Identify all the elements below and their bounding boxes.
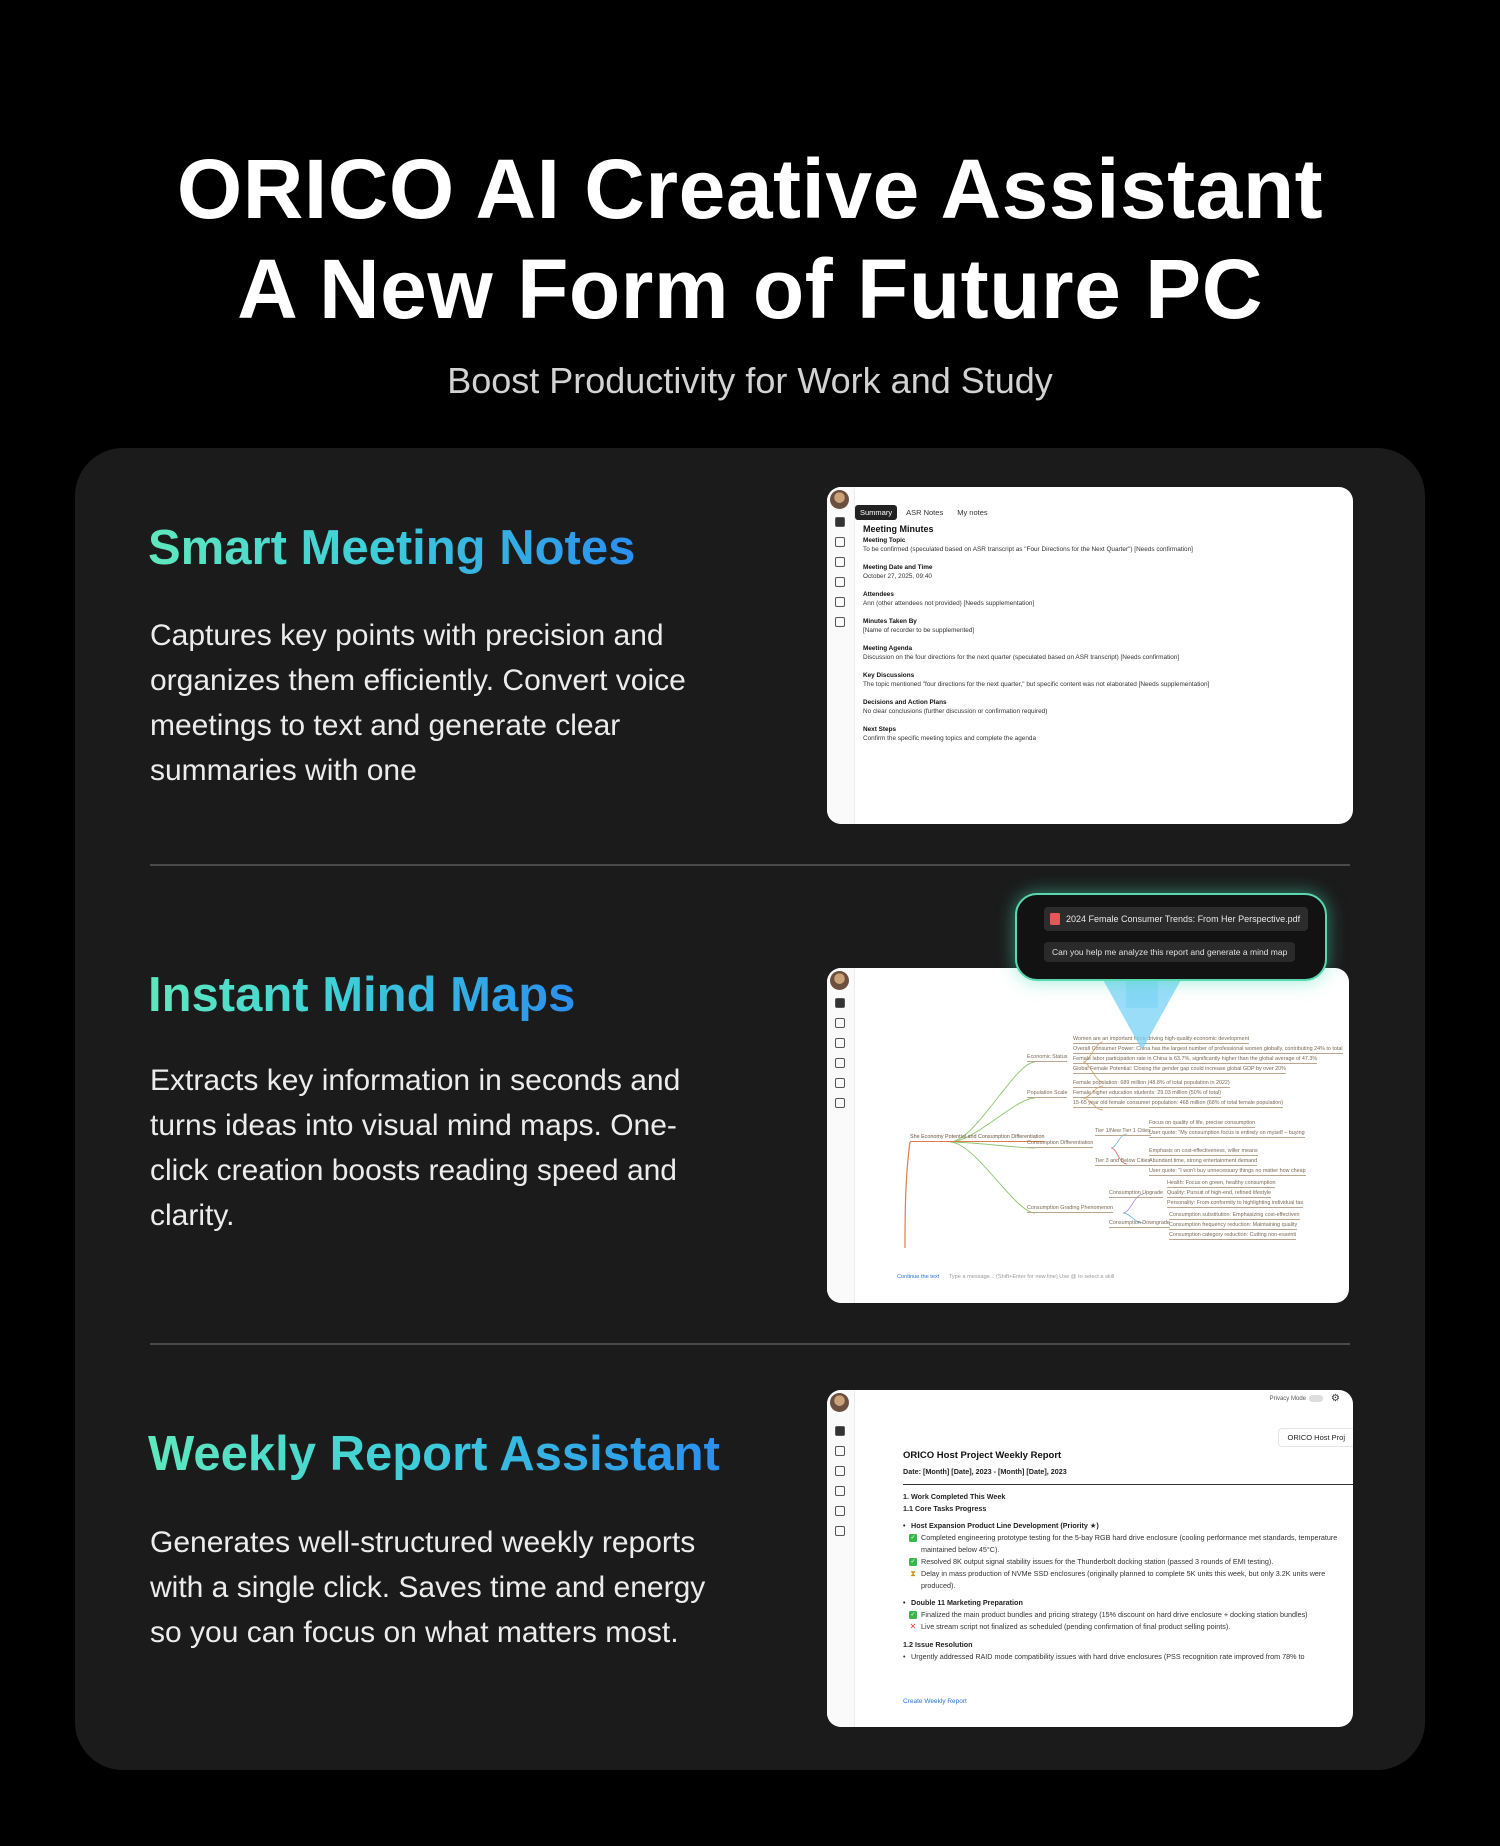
report-item (903, 1609, 1353, 1621)
mindmap-branch[interactable]: Economic Status (1027, 1054, 1068, 1060)
project-chip[interactable]: ORICO Host Proj (1278, 1428, 1353, 1447)
report-item (903, 1556, 1353, 1568)
tab-my-notes[interactable]: My notes (957, 508, 988, 517)
report-title: ORICO Host Project Weekly Report (903, 1450, 1062, 1461)
minutes-text: Ann (other attendees not provided) [Needs supplementation] (863, 600, 1035, 607)
minutes-label: Minutes Taken By (863, 618, 917, 625)
hero-subtitle: Boost Productivity for Work and Study (447, 360, 1053, 401)
continue-text-button[interactable]: Continue the text (897, 1274, 940, 1280)
chat-input[interactable] (897, 1267, 1337, 1287)
mindmap-leaf[interactable]: Consumption frequency reduction: Maintaining quality (1169, 1222, 1298, 1228)
report-bullet: • Host Expansion Product Line Development (Priority ★) (903, 1520, 1353, 1532)
minutes-text: No clear conclusions (further discussion or confirmation required) (863, 708, 1048, 715)
toggle-switch[interactable] (1309, 1395, 1323, 1402)
section-body-mindmap: Extracts key information in seconds and turns ideas into visual mind maps. One-click creation boosts reading speed and clarity. (150, 1064, 681, 1232)
check-icon: ✓ (910, 1612, 916, 1618)
report-item (903, 1621, 1353, 1633)
section-title-meeting: Smart Meeting Notes (148, 521, 636, 575)
privacy-mode-label: Privacy Mode (1269, 1396, 1306, 1403)
mindmap-leaf[interactable]: Consumption category reduction: Cutting non-essenti (1169, 1232, 1297, 1238)
minutes-label: Meeting Topic (863, 537, 906, 544)
create-weekly-report-button[interactable]: Create Weekly Report (903, 1698, 967, 1705)
meeting-notes-screenshot (827, 487, 1353, 824)
mindmap-leaf[interactable]: Quality: Pursuit of high-end, refined lifestyle (1167, 1190, 1271, 1196)
check-icon: ✓ (910, 1535, 916, 1541)
mindmap-branch[interactable]: Consumption Grading Phenomenon (1027, 1205, 1114, 1211)
minutes-text: To be confirmed (speculated based on ASR transcript as "Four Directions for the Next Quarter") [Needs confirmation] (863, 546, 1193, 553)
chat-input-placeholder: Type a message... (Shift+Enter for new line) Use @ to select a skill (948, 1274, 1115, 1280)
attached-file[interactable] (1044, 907, 1308, 931)
report-item (903, 1532, 1353, 1556)
minutes-text: Confirm the specific meeting topics and complete the agenda (863, 735, 1036, 742)
avatar[interactable] (830, 490, 849, 509)
hourglass-icon: ⧗ (910, 1569, 916, 1578)
mindmap-leaf[interactable]: Overall Consumer Power: China has the largest number of professional women globally, contributing 24% to total (1073, 1046, 1343, 1052)
minutes-label: Attendees (863, 591, 894, 598)
cube-icon[interactable] (835, 1506, 845, 1516)
mindmap-leaf[interactable]: Female population: 689 million (48.8% of total population in 2022) (1073, 1080, 1230, 1086)
minutes-heading: Meeting Minutes (863, 524, 934, 534)
avatar[interactable] (830, 971, 849, 990)
minutes-text: October 27, 2025, 09:40 (863, 573, 932, 580)
report-item-text: Live stream script not finalized as scheduled (pending confirmation of final product selling points). (921, 1622, 1231, 1631)
notes-tabs (855, 505, 993, 520)
section-divider (150, 1343, 1350, 1345)
minutes-label: Meeting Agenda (863, 645, 913, 652)
mindmap-leaf[interactable]: Consumption Upgrade (1109, 1190, 1163, 1196)
section-title-mindmap: Instant Mind Maps (148, 968, 576, 1022)
chat-request-bubble (1015, 893, 1327, 981)
minutes-text: [Name of recorder to be supplemented] (863, 627, 975, 634)
report-item-text: Completed engineering prototype testing for the 5-bay RGB hard drive enclosure (cooling performance met standards, temperature maintained below 45°C). (921, 1533, 1338, 1554)
avatar[interactable] (830, 1393, 849, 1412)
archive-icon[interactable] (835, 577, 845, 587)
mindmap-leaf[interactable]: Women are an important force driving high-quality economic development (1073, 1036, 1250, 1042)
mindmap-leaf[interactable]: Female labor participation rate in China is 63.7%, significantly higher than the global average of 47.3% (1073, 1056, 1318, 1062)
app-sidebar (827, 1390, 855, 1727)
pdf-icon (1050, 913, 1060, 925)
attached-file-name: 2024 Female Consumer Trends: From Her Perspective.pdf (1066, 914, 1301, 924)
app-sidebar (827, 968, 855, 1303)
minutes-label: Decisions and Action Plans (863, 699, 947, 706)
weekly-report-document (903, 1450, 1353, 1663)
report-subheading: 1.1 Core Tasks Progress (903, 1504, 987, 1513)
report-item-text: Resolved 8K output signal stability issues for the Thunderbolt docking station (passed 3 rounds of EMI testing). (921, 1557, 1274, 1566)
report-subheading: 1.2 Issue Resolution (903, 1640, 973, 1649)
mindmap-leaf[interactable]: Health: Focus on green, healthy consumption (1167, 1180, 1276, 1186)
section-body-meeting: Captures key points with precision and organizes them efficiently. Convert voice meetings to text and generate clear summaries with one (150, 619, 686, 787)
minutes-label: Next Steps (863, 726, 897, 733)
document-icon[interactable] (835, 537, 845, 547)
mindmap-leaf[interactable]: Consumption Downgrade (1109, 1220, 1170, 1226)
mindmap-leaf[interactable]: Tier 1/New Tier 1 Cities (1095, 1128, 1151, 1134)
mindmap-leaf[interactable]: Global Female Potential: Closing the gender gap could increase global GDP by over 20% (1073, 1066, 1286, 1072)
minutes-label: Meeting Date and Time (863, 564, 933, 571)
cube-icon[interactable] (835, 597, 845, 607)
document-icon[interactable] (835, 1446, 845, 1456)
settings-icon[interactable] (835, 1526, 845, 1536)
section-body-weekly: Generates well-structured weekly reports with a single click. Saves time and energy so you can focus on what matters most. (150, 1526, 706, 1649)
app-sidebar (827, 487, 855, 824)
minutes-text: Discussion on the four directions for the next quarter (speculated based on ASR transcript) [Needs confirmation] (863, 654, 1180, 661)
weekly-report-screenshot (827, 1390, 1353, 1727)
mindmap-leaf[interactable]: Female higher education students: 29.03 million (50% of total) (1073, 1090, 1222, 1096)
user-message: Can you help me analyze this report and generate a mind map (1044, 942, 1295, 962)
mindmap-leaf[interactable]: User quote: "My consumption focus is entirely on myself – buying (1149, 1130, 1305, 1136)
home-icon[interactable] (835, 517, 845, 527)
settings-icon[interactable] (835, 617, 845, 627)
report-item-text: • Urgently addressed RAID mode compatibility issues with hard drive enclosures (PSS recognition rate improved from 78% to (903, 1651, 1353, 1663)
hero-title-line1: ORICO AI Creative Assistant (176, 142, 1324, 236)
cross-icon: ✕ (909, 1622, 917, 1631)
tab-summary[interactable]: Summary (855, 505, 897, 520)
report-heading: 1. Work Completed This Week (903, 1492, 1006, 1501)
check-icon: ✓ (910, 1559, 916, 1565)
minutes-text: The topic mentioned "four directions for the next quarter," but specific content was not elaborated [Needs supplementation] (863, 681, 1210, 688)
mindmap-branch[interactable]: Consumption Differentiation (1027, 1140, 1094, 1146)
mindmap-leaf[interactable]: Personality: From conformity to highlighting individual tas (1167, 1200, 1304, 1206)
home-icon[interactable] (835, 998, 845, 1008)
hero-title-line2: A New Form of Future PC (237, 242, 1263, 336)
mindmap-leaf[interactable]: Tier 3 and Below Cities (1095, 1158, 1151, 1164)
document-icon[interactable] (835, 1018, 845, 1028)
mindmap-leaf[interactable]: Consumption substitution: Emphasizing cost-effectiven (1169, 1212, 1300, 1218)
privacy-mode-toggle[interactable] (1270, 1395, 1323, 1402)
report-item-text: Delay in mass production of NVMe SSD enclosures (originally planned to complete 5K units this week, but only 3.2K units were produced). (921, 1569, 1326, 1590)
settings-icon[interactable] (835, 1098, 845, 1108)
mindmap-leaf[interactable]: Focus on quality of life, precise consumption (1149, 1120, 1256, 1126)
archive-icon[interactable] (835, 1058, 845, 1068)
meeting-minutes (863, 525, 1333, 743)
report-date: Date: [Month] [Date], 2023 - [Month] [Date], 2023 (903, 1466, 1353, 1485)
minutes-label: Key Discussions (863, 672, 915, 679)
book-icon[interactable] (835, 1466, 845, 1476)
report-item (903, 1568, 1353, 1592)
archive-icon[interactable] (835, 1486, 845, 1496)
report-bullet: • Double 11 Marketing Preparation (903, 1597, 1353, 1609)
mindmap-screenshot (827, 968, 1349, 1303)
mindmap-root[interactable]: She Economy Potential and Consumption Differentiation (910, 1134, 1045, 1140)
book-icon[interactable] (835, 557, 845, 567)
mindmap-branch[interactable]: Population Scale (1027, 1090, 1068, 1096)
gear-icon[interactable]: ⚙ (1331, 1393, 1340, 1404)
arrow-beam-stem (1126, 978, 1158, 1008)
section-divider (150, 864, 1350, 866)
mindmap-leaf[interactable]: User quote: "I won't buy unnecessary things no matter how cheap (1149, 1168, 1306, 1174)
mindmap-leaf[interactable]: Abundant time, strong entertainment demand (1149, 1158, 1258, 1164)
mindmap-leaf[interactable]: 15-65 year old female consumer population: 468 million (68% of total female population) (1073, 1100, 1284, 1106)
home-icon[interactable] (835, 1426, 845, 1436)
cube-icon[interactable] (835, 1078, 845, 1088)
tab-asr-notes[interactable]: ASR Notes (906, 508, 944, 517)
report-item-text: Finalized the main product bundles and pricing strategy (15% discount on hard drive enclosure + docking station bundles) (921, 1610, 1308, 1619)
section-title-weekly: Weekly Report Assistant (148, 1427, 720, 1481)
book-icon[interactable] (835, 1038, 845, 1048)
mindmap-leaf[interactable]: Emphasis on cost-effectiveness, willer means (1149, 1148, 1258, 1154)
